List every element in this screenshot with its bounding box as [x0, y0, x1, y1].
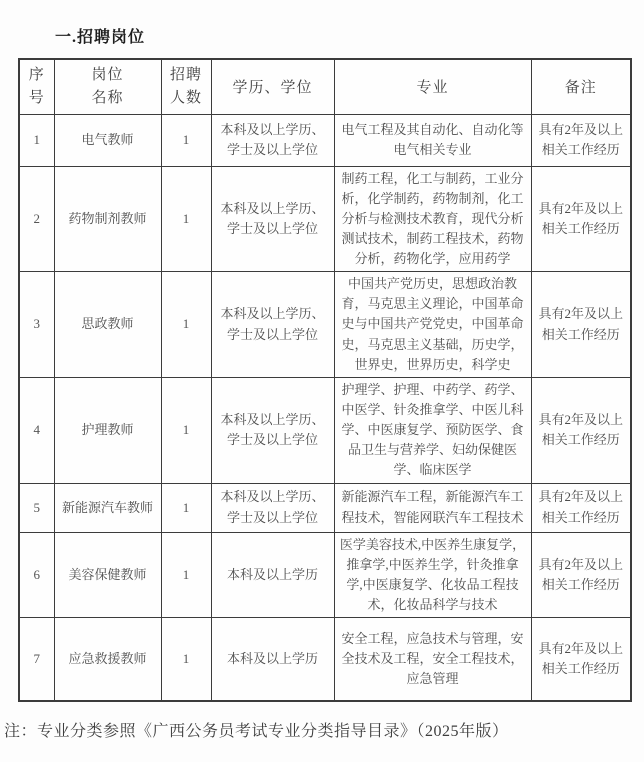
cell-no: 4 [19, 377, 54, 483]
header-education: 学历、学位 [211, 59, 334, 114]
cell-education: 本科及以上学历、学士及以上学位 [211, 483, 334, 532]
cell-count: 1 [161, 483, 211, 532]
table-row [19, 272, 631, 378]
cell-count: 1 [161, 532, 211, 618]
footnote: 注：专业分类参照《广西公务员考试专业分类指导目录》（2025年版） [4, 723, 509, 740]
cell-major: 安全工程，应急技术与管理，安全技术及工程，安全工程技术，应急管理 [334, 618, 531, 701]
cell-major: 医学美容技术,中医养生康复学，推拿学,中医养生学，针灸推拿学,中医康复学、化妆品工程技术，化妆品科学与技术 [334, 532, 531, 618]
cell-no: 1 [19, 114, 54, 166]
cell-no: 7 [19, 618, 54, 701]
table-row [19, 377, 631, 483]
cell-count: 1 [161, 166, 211, 272]
recruitment-table [18, 58, 632, 702]
section-title: 一.招聘岗位 [55, 29, 146, 46]
cell-education: 本科及以上学历 [211, 618, 334, 701]
cell-education: 本科及以上学历、学士及以上学位 [211, 272, 334, 378]
cell-no: 6 [19, 532, 54, 618]
header-count: 招聘人数 [161, 59, 211, 114]
cell-position: 思政教师 [54, 272, 161, 378]
cell-position: 电气教师 [54, 114, 161, 166]
cell-note: 具有2年及以上相关工作经历 [531, 483, 631, 532]
cell-count: 1 [161, 618, 211, 701]
cell-position: 新能源汽车教师 [54, 483, 161, 532]
cell-note: 具有2年及以上相关工作经历 [531, 272, 631, 378]
cell-no: 3 [19, 272, 54, 378]
cell-major: 电气工程及其自动化、自动化等电气相关专业 [334, 114, 531, 166]
cell-no: 5 [19, 483, 54, 532]
cell-note: 具有2年及以上相关工作经历 [531, 114, 631, 166]
cell-major: 制药工程，化工与制药，工业分析，化学制药，药物制剂，化工分析与检测技术教育，现代分析测试技术，制药工程技术，药物分析，药物化学，应用药学 [334, 166, 531, 272]
cell-education: 本科及以上学历、学士及以上学位 [211, 166, 334, 272]
cell-major: 新能源汽车工程，新能源汽车工程技术，智能网联汽车工程技术 [334, 483, 531, 532]
cell-position: 护理教师 [54, 377, 161, 483]
cell-note: 具有2年及以上相关工作经历 [531, 618, 631, 701]
cell-major: 护理学、护理、中药学、药学、中医学、针灸推拿学、中医儿科学、中医康复学、预防医学、食品卫生与营养学、妇幼保健医学、临床医学 [334, 377, 531, 483]
header-major: 专业 [334, 59, 531, 114]
header-position: 岗位名称 [54, 59, 161, 114]
table-row [19, 618, 631, 701]
table-row [19, 166, 631, 272]
cell-position: 应急救援教师 [54, 618, 161, 701]
header-no: 序号 [19, 59, 54, 114]
cell-position: 药物制剂教师 [54, 166, 161, 272]
cell-education: 本科及以上学历 [211, 532, 334, 618]
cell-education: 本科及以上学历、学士及以上学位 [211, 377, 334, 483]
cell-count: 1 [161, 272, 211, 378]
header-note: 备注 [531, 59, 631, 114]
cell-position: 美容保健教师 [54, 532, 161, 618]
table-row [19, 483, 631, 532]
cell-count: 1 [161, 377, 211, 483]
cell-note: 具有2年及以上相关工作经历 [531, 377, 631, 483]
cell-major: 中国共产党历史，思想政治教育，马克思主义理论，中国革命史与中国共产党党史，中国革命史，马克思主义基础，历史学，世界史，世界历史，科学史 [334, 272, 531, 378]
cell-education: 本科及以上学历、学士及以上学位 [211, 114, 334, 166]
table-header-row [19, 59, 631, 114]
cell-note: 具有2年及以上相关工作经历 [531, 166, 631, 272]
table-row [19, 532, 631, 618]
cell-no: 2 [19, 166, 54, 272]
cell-count: 1 [161, 114, 211, 166]
cell-note: 具有2年及以上相关工作经历 [531, 532, 631, 618]
table-row [19, 114, 631, 166]
